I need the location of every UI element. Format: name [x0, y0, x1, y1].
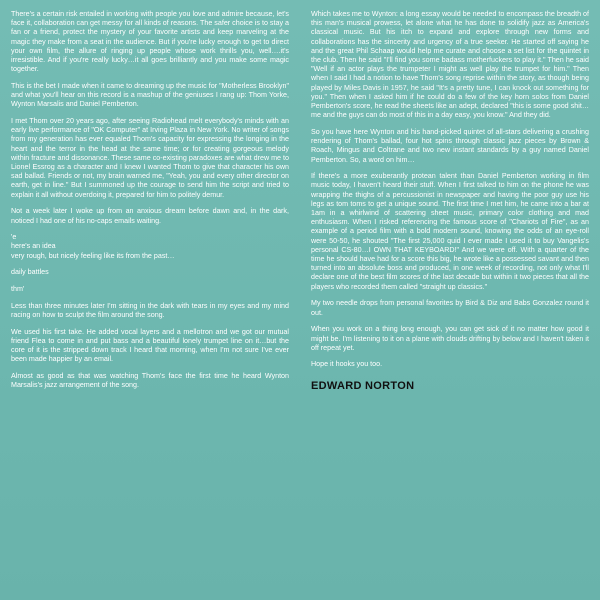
paragraph-three-minutes: Less than three minutes later I'm sitting in the dark with tears in my eyes and my mind racing on how to sculpt the film around the song. — [11, 301, 289, 319]
author-signature: EDWARD NORTON — [311, 379, 415, 392]
email-line: very rough, but nicely feeling like its from the past… — [11, 251, 175, 260]
paragraph-week-later: Not a week later I woke up from an anxious dream before dawn and, in the dark, noticed I had one of his no-caps emails waiting. — [11, 207, 289, 225]
right-column — [311, 10, 589, 391]
paragraph-bet: This is the bet I made when it came to dreaming up the music for "Motherless Brooklyn" and what you'll hear on this record is a mashup of the geniuses I rang up: Thom Yorke, Wynton Marsalis and Daniel Pemberton. — [11, 81, 289, 109]
paragraph-almost-as-good: Almost as good as that was watching Thom's face the first time he heard Wynton Marsalis's jazz arrangement of the song. — [11, 372, 289, 390]
email-quote-signoff — [11, 285, 289, 294]
email-quote-intro — [11, 233, 289, 261]
email-quote-title — [11, 268, 289, 277]
email-line: 'e — [11, 233, 17, 242]
paragraph-quintet: So you have here Wynton and his hand-picked quintet of all-stars delivering a crushing rendering of Thom's ballad, four hot spins through classic jazz pieces by Brown & Roach, Mingus and Coltrane and two new instant standards by a guy named Daniel Pemberton. So, a word on him… — [311, 127, 589, 164]
paragraph-thom: I met Thom over 20 years ago, after seeing Radiohead melt everybody's minds with an early live performance of "OK Computer" at Irving Plaza in New York. No writer of songs from my generation has ever equaled Thom's capacity for expressing the longing in the heart and the terror in the head at the same time; or for creating gorgeous melody within fracture and dissonance. These same co-existing paradoxes are what drew me to Lionel Essrog as a character and I knew I wanted Thom to give that character his own sad ballad. Friends or not, my brain warned me, "Yeah, you and every other director on earth, get in line." But I summoned up the courage to send him the script and tried to explain it all without overdoing it, prepared for him to politely demur. — [11, 117, 289, 199]
paragraph-needle-drops: My two needle drops from personal favorites by Bird & Diz and Babs Gonzalez round it out. — [311, 299, 589, 317]
email-line: here's an idea — [11, 242, 56, 251]
paragraph-pemberton: If there's a more exuberantly protean talent than Daniel Pemberton working in film music today, I haven't heard their stuff. When I first talked to him on the phone he was wrapping the thighs of a percussionist in newspaper and having the poor guy use his legs as tom toms to get a unique sound. The first time I met him, he came into a bar at 1am in a whirlwind of scattering sheet music, primary color clothing and mad enthusiasm. When I risked referencing the famous score of "Chariots of Fire", as an example of a period film with a bold modern sound, knowing the odds of an eye-roll were 50-50, he shouted "The first 25,000 quid I ever made I used it to buy Vangelis's personal CS-80…I OWN THAT KEYBOARD!" And we were off. With a quarter of the time he should have had for a score this big, he wrote like a possessed savant and then turned into an absolute boss and produced, in one week of recording, not only what I'll declare one of the best film scores of the last decade but within it two pieces that all the players who recorded them called "straight up classics." — [311, 172, 589, 291]
paragraph-risk: There's a certain risk entailed in working with people you love and admire because, let's face it, collaboration can get messy for all kinds of reasons. The safer choice is to stay a fan or a friend, protect the mystery of your favorite artists and keep marveling at the magic they make from a seat in the audience. But if you're lucky enough to get to direct your own film, the allure of ringing up people whose work thrills you, well….it's irresistible. And if you're really lucky…it all goes brilliantly and you make some magic together. — [11, 10, 289, 74]
left-column — [11, 10, 289, 398]
email-line: daily battles — [11, 268, 49, 277]
paragraph-wynton: Which takes me to Wynton: a long essay would be needed to encompass the breadth of this man's musical prowess, let alone what he has done to solidify jazz as America's classical music. But his itch to expand and explore through new forms and collaborations has the sincerity and urgency of a true seeker. He started off saying he and the great Phil Schaap would help me curate and choose a set list for the quintet in the club. Then he said "I'll find you some badass motherfuckers to play it." Then he said "Well if an actor plays the trumpeter I might as well play the trumpet for him." Then when I said I had a notion to have Thom's song reprise within the story, as though being played by Miles Davis in 1957, he said "It's a pretty tune, I can knock out something for you." Then when I asked him if he could do a few of the key horn solos from Daniel Pemberton's score, he read the sheets like an adept, declared "this is some good shit…me and the guys can do most of this in a day easy, you know." And they did. — [311, 10, 589, 120]
paragraph-first-take: We used his first take. He added vocal layers and a mellotron and we got our mutual friend Flea to come in and put bass and a beautiful lonely trumpet line on it…but the core of it is the stripped down track I heard that morning, when I'm not sure I've ever been made happier by an email. — [11, 327, 289, 364]
paragraph-hope: Hope it hooks you too. — [311, 360, 383, 369]
email-line: thm' — [11, 285, 25, 294]
paragraph-work-long: When you work on a thing long enough, you can get sick of it no matter how good it might be. I'm listening to it on a plane with clouds drifting by below and I haven't taken it off repeat yet. — [311, 325, 589, 352]
